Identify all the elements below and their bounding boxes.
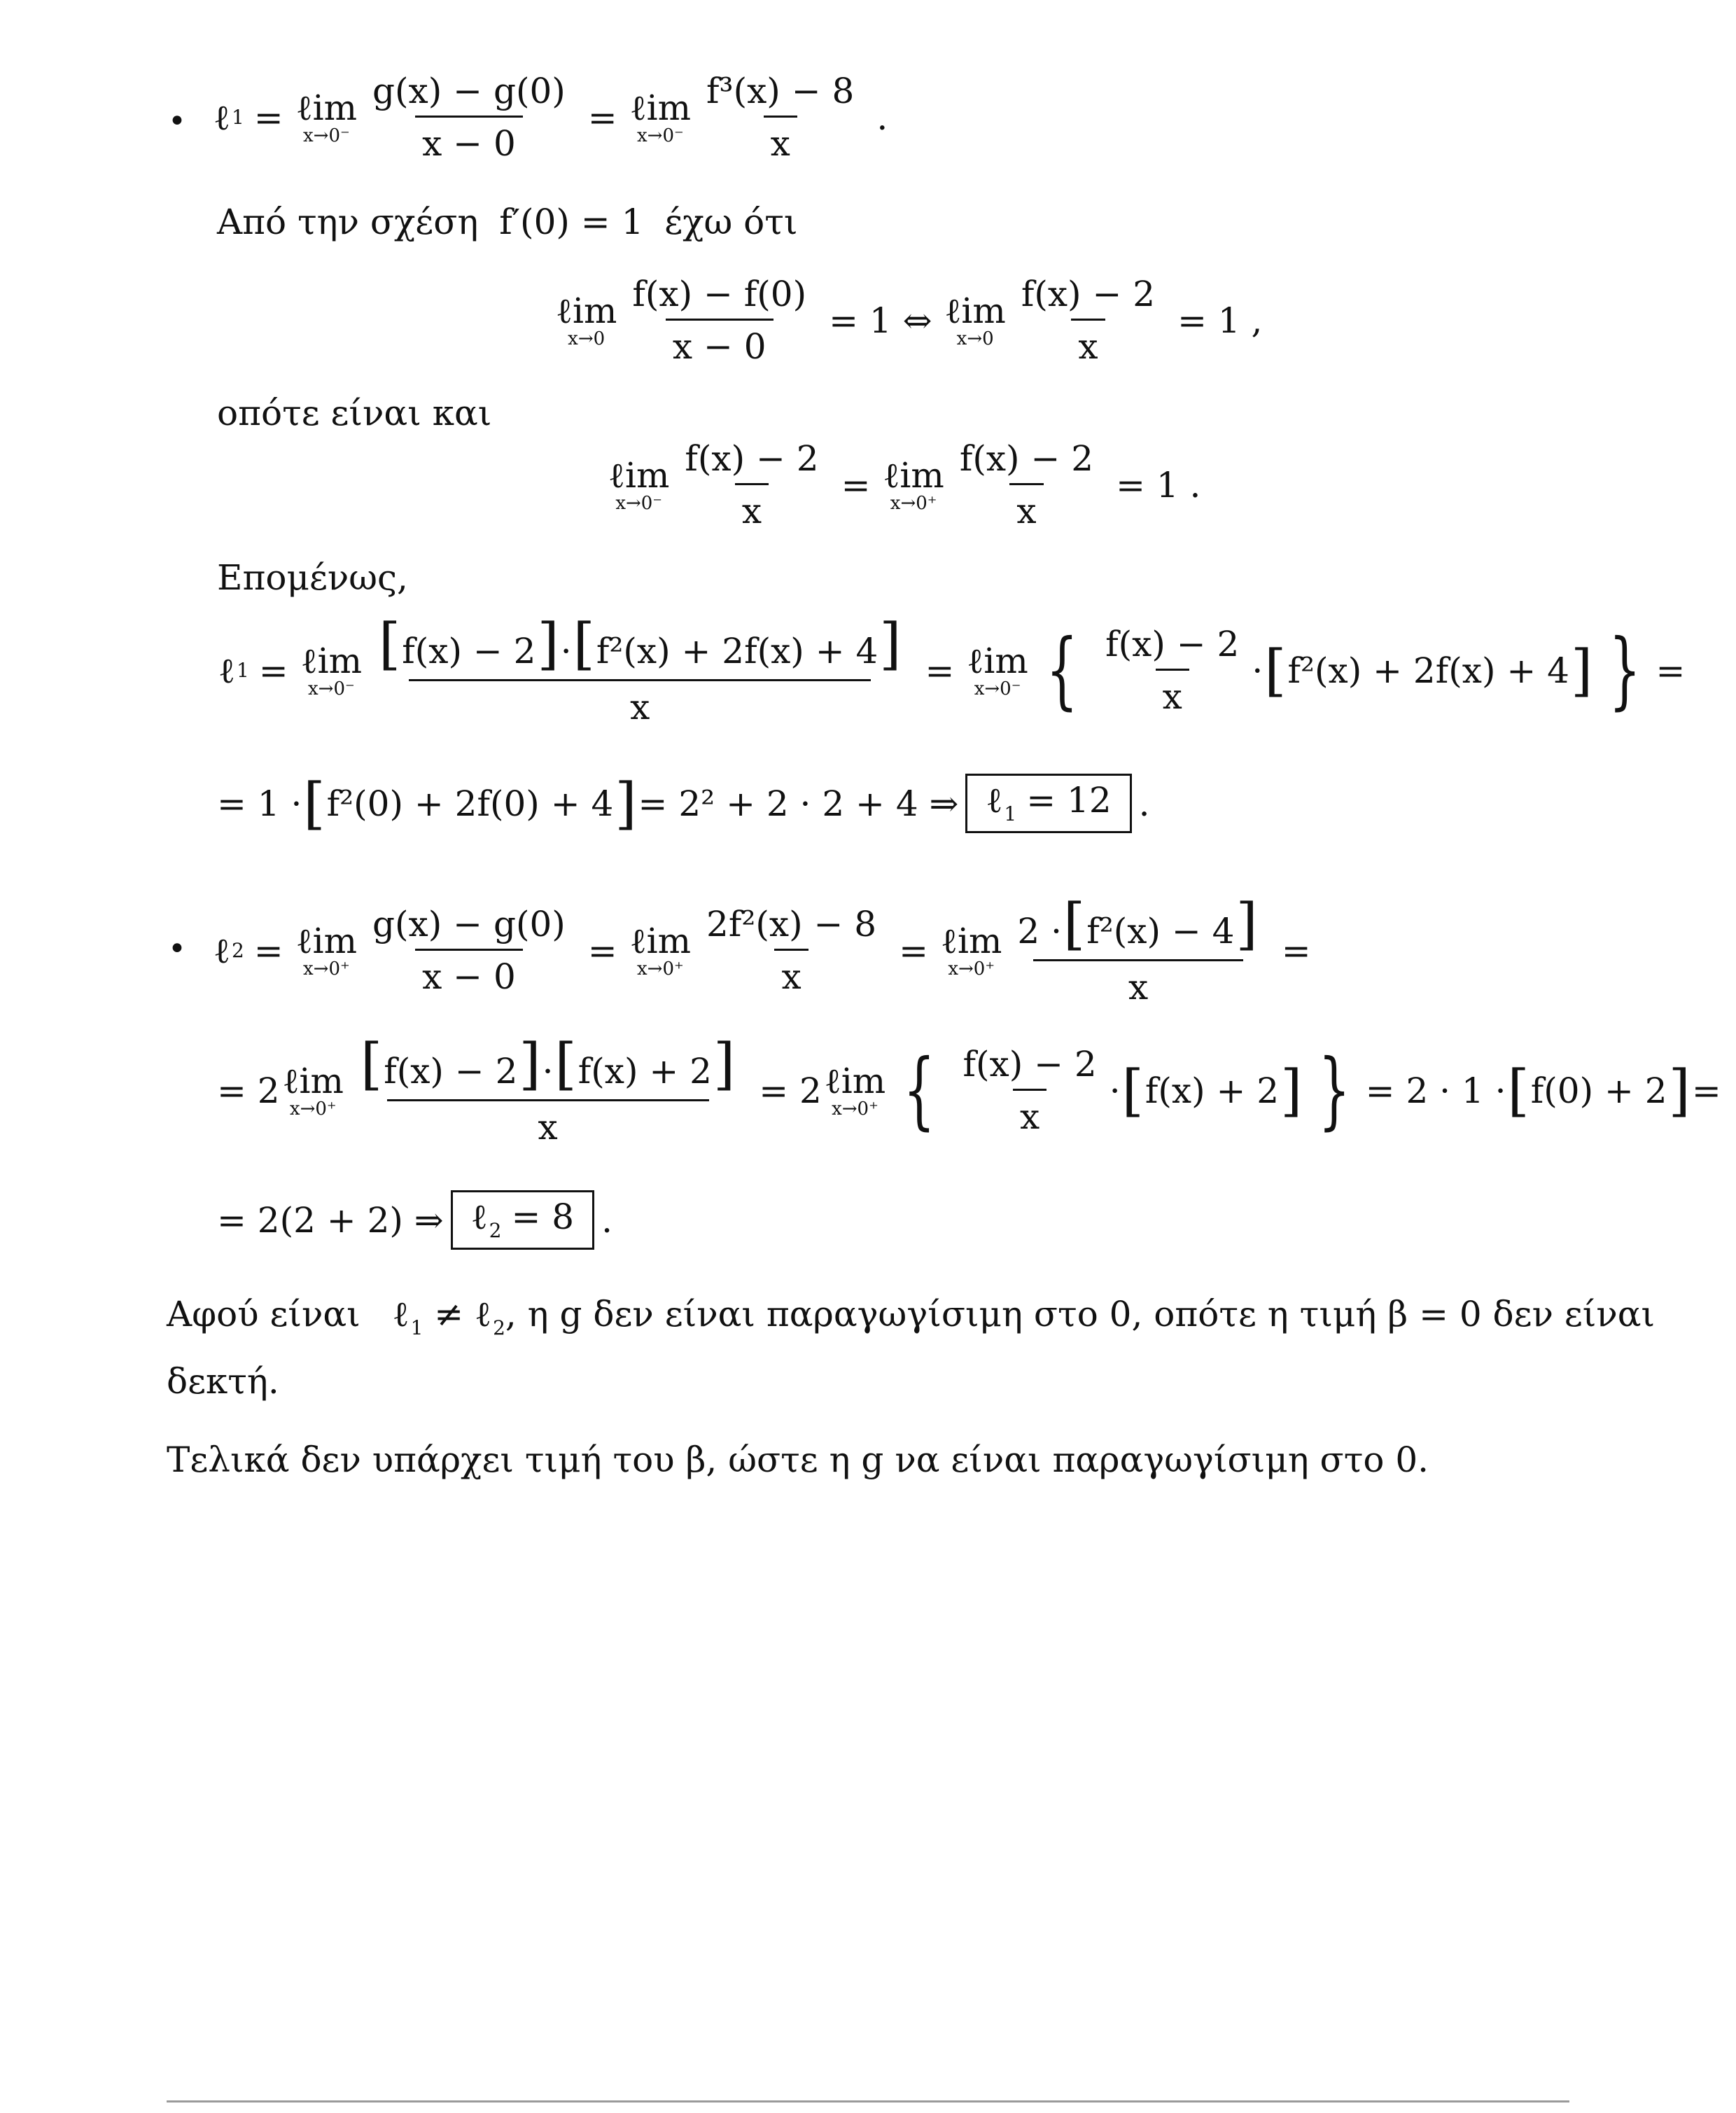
left-brace: { (1046, 621, 1078, 719)
bracket-content: f²(x) + 2f(x) + 4 (1287, 650, 1569, 691)
text-conclusion-cont (167, 1361, 279, 1402)
left-bracket: [ (1264, 637, 1287, 703)
equals: = (587, 930, 617, 971)
fraction: $\frac{\text{2 ·[f²(x) − 4]}}{x}$ (1017, 891, 1258, 1007)
right-bracket: ] (1668, 1057, 1690, 1123)
subscript: 1 (231, 105, 244, 129)
fraction: $\frac{f(x) - 2}{x}$ (962, 1044, 1097, 1137)
period: . (601, 1199, 613, 1241)
limit-operator: ℓim x→0⁺ (295, 920, 358, 979)
right-bracket: ] (1570, 637, 1593, 703)
right-brace: } (1609, 621, 1642, 719)
period: . (876, 97, 888, 138)
equals: = (1656, 650, 1686, 691)
equals: = (841, 464, 871, 505)
formula: f′(0) = 1 (499, 202, 644, 242)
bracket-content: f²(0) + 2f(0) + 4 (326, 783, 614, 824)
equals: = (1281, 930, 1311, 971)
paragraph-text: έχω ότι (664, 202, 798, 242)
paragraph-text: Από την σχέση (217, 202, 479, 242)
paragraph-text: δεκτή. (167, 1361, 279, 1402)
fraction: $\frac{g(x) - g(0)}{x - 0}$ (372, 904, 566, 997)
eq-l1-definition (214, 71, 888, 164)
limit-operator: ℓim x→0⁺ (629, 920, 692, 979)
paragraph-text: , η g δεν είναι παραγωγίσιμη στο 0, οπότε η τιμή β = 0 δεν είναι (505, 1294, 1656, 1334)
fraction: $\frac{\text{2f²(x) − 8}}{x}$ (706, 904, 877, 997)
eq-l1-result (217, 770, 1150, 836)
eq-l1-factorization (218, 611, 1686, 727)
fraction: $\frac{f(x) - 2}{x}$ (685, 438, 819, 531)
equals: = (587, 97, 617, 138)
left-bracket: [ (1121, 1057, 1144, 1123)
ell-symbol: ℓ (214, 97, 230, 138)
fraction: $\frac{f(x) - 2}{x}$ (1105, 624, 1240, 717)
equals: = (1691, 1070, 1721, 1111)
paragraph-text: Αφού είναι (167, 1294, 360, 1334)
formula: = 1 · (217, 783, 302, 824)
boxed-result-l2: ℓ$_2$ = 8 (451, 1190, 594, 1250)
eq-l2-definition (214, 891, 1311, 1007)
fraction: $\frac{g(x) - g(0)}{x - 0}$ (372, 71, 566, 164)
right-bracket: ] (1280, 1057, 1303, 1123)
fraction: $\frac{f(x) - 2}{x}$ (959, 438, 1094, 531)
equals-one: = 1 . (1116, 464, 1201, 505)
limit-operator: ℓim x→0 (944, 290, 1006, 349)
period: . (1138, 783, 1150, 824)
ell-symbol: ℓ (218, 650, 235, 691)
subscript: 2 (231, 938, 244, 962)
equals-iff: = 1 ⇔ (829, 300, 932, 341)
limit-operator: ℓim x→0⁻ (608, 454, 670, 514)
left-bracket: [ (303, 770, 326, 836)
eq-derivative-limit (553, 274, 1263, 367)
formula: = 2 (217, 1070, 280, 1111)
text-conclusion: Αφού είναι ℓ$_1$ ≠ ℓ$_2$, η g δεν είναι παραγωγίσιμη στο 0, οπότε η τιμή β = 0 δεν είναι (167, 1294, 1656, 1339)
fraction: $\frac{f(x) - f(0)}{x - 0}$ (632, 274, 807, 367)
limit-operator: ℓim x→0⁻ (295, 87, 358, 146)
limit-operator: ℓim x→0⁻ (300, 640, 363, 699)
bracket-content: f(0) + 2 (1530, 1070, 1667, 1111)
limit-operator: ℓim x→0⁺ (282, 1060, 344, 1120)
limit-operator: ℓim x→0⁻ (967, 640, 1028, 699)
text-therefore (217, 557, 408, 598)
equals: = (253, 930, 284, 971)
text-from-relation (217, 202, 798, 242)
right-bracket: ] (615, 770, 637, 836)
formula: = 2 (759, 1070, 822, 1111)
equals: = (925, 650, 955, 691)
ell-symbol: ℓ (475, 1294, 492, 1334)
fraction: $\frac{[f(x) - 2]\cdot[f(x) + 2]}{x}$ (360, 1031, 736, 1148)
text-so-also (217, 393, 492, 433)
multiply-dot: · (1252, 650, 1264, 691)
paragraph-text: οπότε είναι και (217, 393, 492, 433)
right-brace: } (1318, 1041, 1351, 1139)
formula: = 2(2 + 2) ⇒ (217, 1199, 444, 1241)
eq-l2-result (217, 1190, 612, 1250)
fraction: $\frac{f(x) - 2}{x}$ (1021, 274, 1156, 367)
footer-rule (167, 2100, 1569, 2102)
limit-operator: ℓim x→0 (556, 290, 617, 349)
equals-one: = 1 , (1177, 300, 1263, 341)
left-brace: { (903, 1041, 936, 1139)
limit-operator: ℓim x→0⁻ (629, 87, 692, 146)
subscript: 1 (236, 658, 249, 682)
fraction: $\frac{\text{f³(x) − 8}}{x}$ (706, 71, 855, 164)
eq-one-sided-limits (606, 438, 1201, 531)
formula: = 2² + 2 · 2 + 4 ⇒ (638, 783, 959, 824)
bullet-2: • (168, 931, 186, 967)
multiply-dot: · (1109, 1070, 1121, 1111)
left-bracket: [ (1507, 1057, 1530, 1123)
limit-operator: ℓim x→0⁺ (941, 920, 1002, 979)
equals: = (899, 930, 929, 971)
bracket-content: f(x) + 2 (1144, 1070, 1280, 1111)
eq-l2-factorization (217, 1031, 1721, 1148)
ell-symbol: ℓ (214, 930, 230, 971)
fraction: $\frac{\text{[f(x) − 2]·[f²(x) + 2f(x) + 4]}}{x}$ (379, 611, 902, 727)
paragraph-text: Τελικά δεν υπάρχει τιμή του β, ώστε η g να είναι παραγωγίσιμη στο 0. (167, 1439, 1429, 1480)
boxed-result-l1: ℓ$_1$ = 12 (965, 774, 1131, 833)
equals: = (258, 650, 288, 691)
limit-operator: ℓim x→0⁺ (883, 454, 944, 514)
formula: = 2 · 1 · (1365, 1070, 1506, 1111)
paragraph-text: Επομένως, (217, 557, 408, 598)
equals: = (253, 97, 284, 138)
text-final (167, 1439, 1429, 1480)
ell-symbol: ℓ (392, 1294, 410, 1334)
not-equal: ≠ (434, 1294, 464, 1334)
bullet-1: • (168, 104, 186, 139)
limit-operator: ℓim x→0⁺ (824, 1060, 886, 1120)
